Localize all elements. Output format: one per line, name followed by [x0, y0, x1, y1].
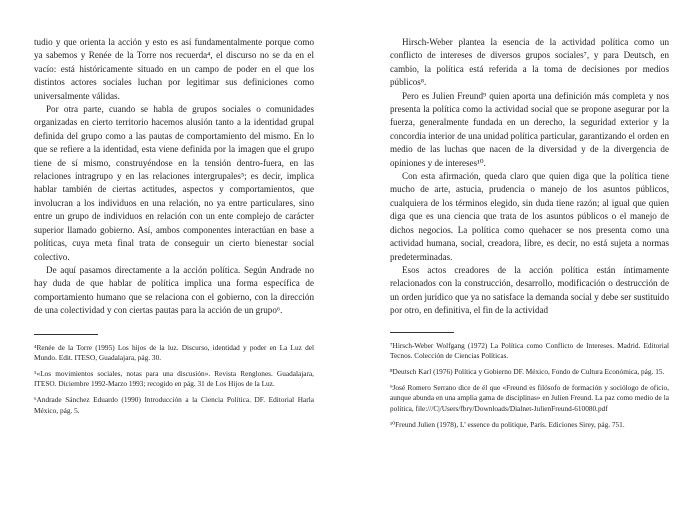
paragraph: Esos actos creadores de la acción política están íntimamente relacionados con la construcción, desarrollo, modificación o destrucción de un orden jurídico que ya no satisface la demanda social y debe ser sustituido por otro, en definitiva, el fin de la actividad [390, 264, 669, 316]
footnote: ⁴Renée de la Torre (1995) Los hijos de la luz. Discurso, identidad y poder en La Luz del Mundo. Edit. ITESO, Guadalajara, pág. 30. [34, 342, 314, 362]
footnote: ⁶Andrade Sánchez Eduardo (1990) Introducción a la Ciencia Política. DF. Editorial Harla México, pág. 5. [34, 395, 314, 415]
right-page [390, 36, 669, 436]
paragraph: Con esta afirmación, queda claro que quien diga que la política tiene mucho de arte, astucia, prudencia o manejo de los asuntos públicos, cualquiera de los términos elegido, sin duda tiene razón; al igual que quien diga que es una ciencia que trata de los asuntos públicos o el manejo de dichos negocios. La política como quehacer se nos presenta como una actividad humana, social, creadora, libre, es decir, no está sujeta a normas predeterminadas. [390, 171, 669, 262]
left-body [34, 36, 314, 318]
footnote: ⁹José Romero Serrano dice de él que «Freund es filósofo de formación y sociólogo de oficio, aunque abunda en una amplia gama de disciplinas» en Julien Freund. La paz como medio de la política, file:///C|/Users/fbry/Downloads/Dialnet-JulienFreund-610080.pdf [390, 383, 669, 413]
footnote-divider [34, 334, 98, 335]
paragraph: Por otra parte, cuando se habla de grupos sociales o comunidades organizadas en cierto territorio hacemos alusión tanto a la identidad grupal definida del grupo como a las pautas de comportamiento del mismo. En lo que se refiere a la identidad, esta viene definida por la imagen que el grupo tiene de sí mismo, construyéndose en la tensión dentro-fuera, en las relaciones intragrupo y en las relaciones intergrupales⁵; es decir, implica hablar también de ciertas actitudes, aspectos y comportamientos, que involucran a los individuos en una relación, no ya entre particulares, sino entre un grupo de individuos en relación con un ente complejo de carácter superior llamado gobierno. Así, ambos componentes interactúan en base a políticas, cuya meta final trata de conseguir un cierto bienestar social colectivo. [34, 104, 314, 262]
footnote: ⁵«Los movimientos sociales, notas para una discusión». Revista Renglones. Guadalajara, ITESO. Diciembre 1992-Marzo 1993; recogido en pág. 31 de Los Hijos de la Luz. [34, 368, 314, 389]
paragraph: tudio y que orienta la acción y esto es así fundamentalmente porque como ya sabemos y Renée de la Torre nos recuerda⁴, el discurso no se da en el vacío: está históricamente situado en un campo de poder en el que los distintos actores sociales luchan por legitimar sus definiciones como universalmente válidas. [34, 37, 314, 101]
paragraph: De aquí pasamos directamente a la acción política. Según Andrade no hay duda de que hablar de política implica una forma específica de comportamiento humano que se relaciona con el gobierno, con la dirección de una colectividad y con ciertas pautas para la acción de un grupo⁶. [34, 264, 314, 316]
footnote: ⁷Hirsch-Weber Wolfgang (1972) La Política como Conflicto de Intereses. Madrid. Editorial Tecnos. Colección de Ciencias Políticas. [390, 340, 669, 360]
right-body [390, 36, 669, 318]
footnote: ⁸Deutsch Karl (1976) Política y Gobierno DF. México, Fondo de Cultura Económica, pág. 15. [390, 366, 665, 376]
left-footnotes [34, 343, 314, 416]
footnote: ¹⁰Freund Julien (1978), L’ essence du politique, París. Ediciones Sirey, pág. 751. [390, 419, 625, 429]
footnote-divider [390, 332, 454, 333]
paragraph: Pero es Julien Freund⁹ quien aporta una definición más completa y nos presenta la política como la actividad social que se propone asegurar por la fuerza, generalmente fundada en un derecho, la seguridad exterior y la concordia interior de una unidad política particular, garantizando el orden en medio de las luchas que nacen de la diversidad y de la divergencia de opiniones y de intereses¹⁰. [390, 90, 669, 168]
paragraph: Hirsch-Weber plantea la esencia de la actividad política como un conflicto de intereses de diversos grupos sociales⁷, y para Deutsch, en cambio, la política está referida a la toma de decisiones por medios públicos⁸. [390, 37, 669, 88]
right-footnotes [390, 341, 669, 430]
left-page [34, 36, 314, 422]
